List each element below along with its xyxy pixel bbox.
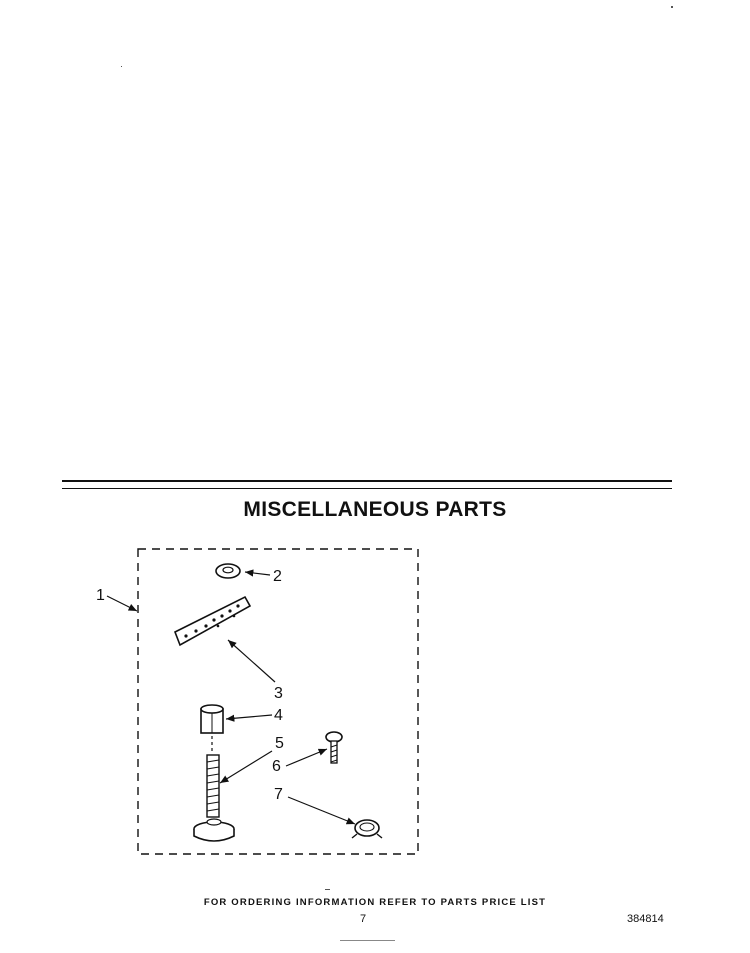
- ordering-information-note: FOR ORDERING INFORMATION REFER TO PARTS PRICE LIST: [203, 897, 547, 908]
- leader-arrow-4: [226, 715, 272, 719]
- clip-icon: [352, 820, 382, 838]
- callout-3: 3: [274, 685, 283, 702]
- page-title: MISCELLANEOUS PARTS: [243, 498, 507, 521]
- leader-arrow-5: [220, 751, 272, 783]
- leveling-leg-icon: [194, 755, 234, 841]
- callout-1: 1: [96, 587, 105, 604]
- scan-speck: [121, 66, 122, 67]
- callout-2: 2: [273, 568, 282, 585]
- scan-speck: [325, 889, 330, 890]
- document-part-number: 384814: [627, 913, 664, 925]
- scan-smudge: [340, 940, 395, 941]
- leader-arrow-7: [288, 797, 355, 824]
- hex-coupling-nut-icon: [201, 705, 223, 752]
- callout-4: 4: [274, 707, 283, 724]
- leader-arrow-1: [107, 596, 137, 611]
- screw-icon: [326, 732, 342, 763]
- leader-arrow-6: [286, 749, 327, 766]
- callout-6: 6: [272, 758, 281, 775]
- leader-arrow-3: [228, 640, 275, 682]
- callout-5: 5: [275, 735, 284, 752]
- mounting-bracket-icon: [175, 597, 250, 645]
- callout-7: 7: [274, 786, 283, 803]
- scan-speck: [671, 6, 673, 8]
- page-number: 7: [360, 913, 367, 925]
- leader-arrow-2: [245, 572, 270, 575]
- washer-icon: [216, 564, 240, 578]
